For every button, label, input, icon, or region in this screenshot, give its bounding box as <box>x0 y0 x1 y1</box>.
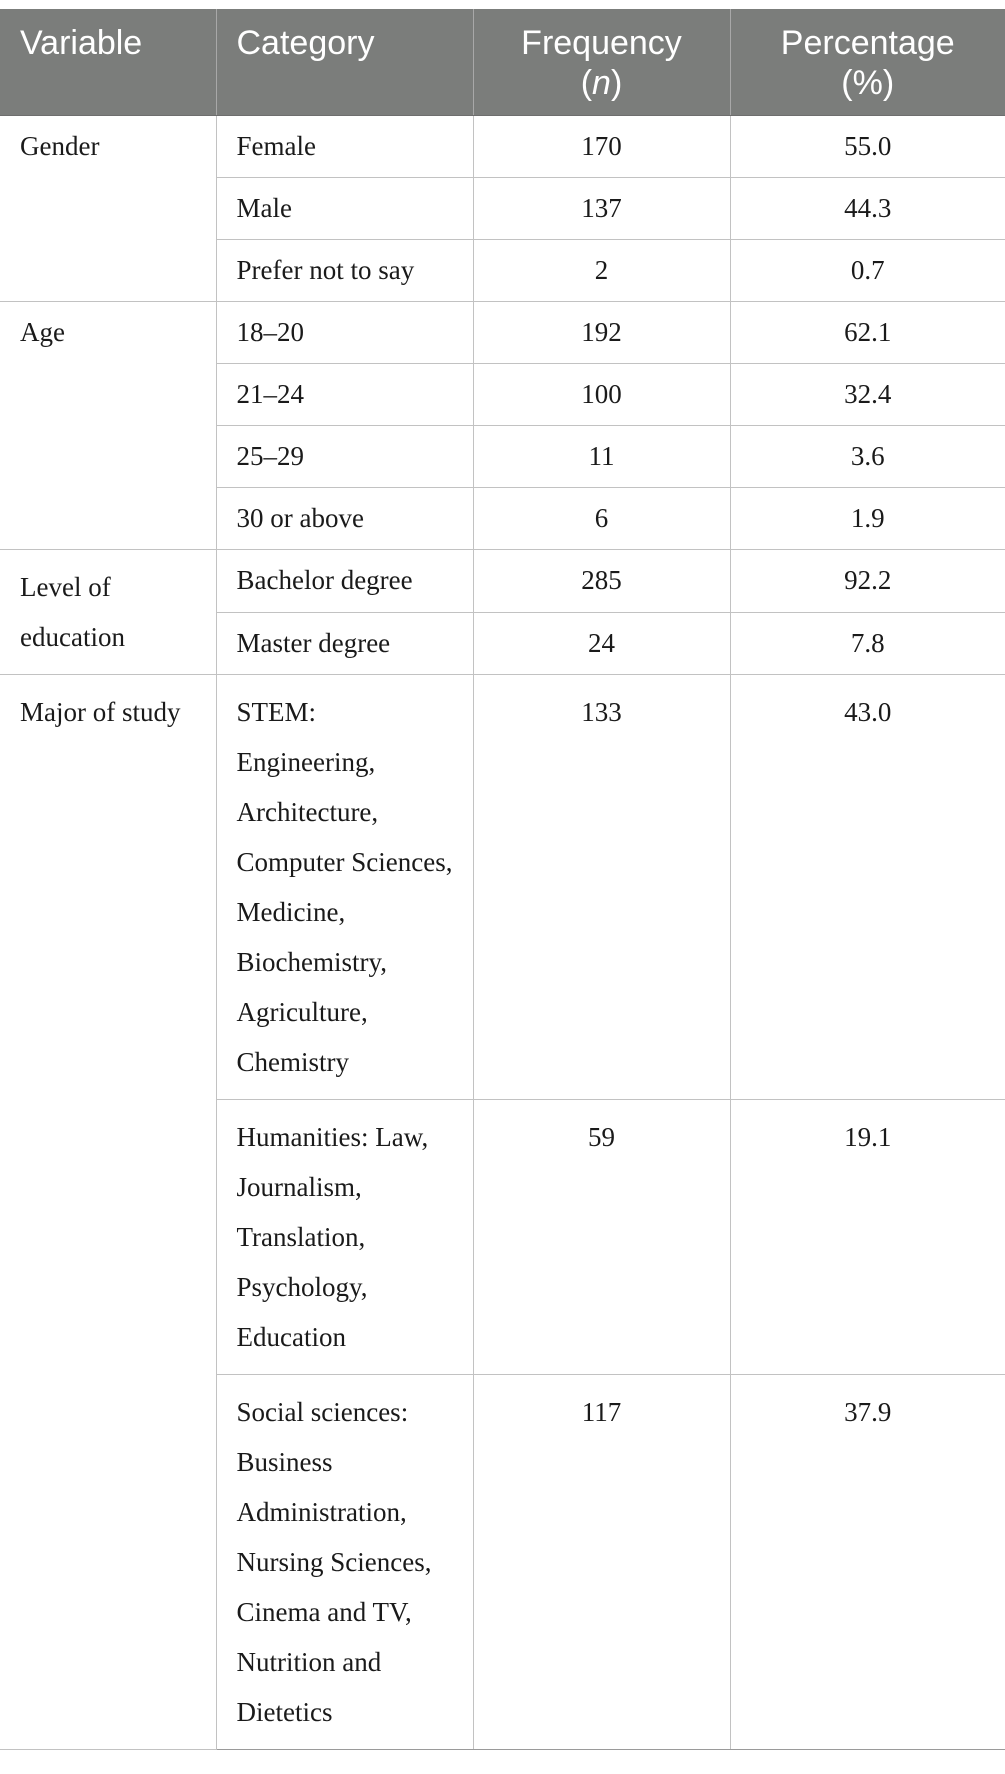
frequency-cell: 170 <box>473 116 730 178</box>
percentage-cell: 44.3 <box>730 178 1005 240</box>
frequency-cell: 192 <box>473 302 730 364</box>
header-frequency-symbol: n <box>592 64 611 102</box>
category-cell: STEM: Engineering, Architecture, Computer Sciences, Medicine, Biochemistry, Agriculture, Chemistry <box>216 675 473 1100</box>
category-cell: 25–29 <box>216 426 473 488</box>
header-category: Category <box>216 9 473 116</box>
frequency-cell: 100 <box>473 364 730 426</box>
percentage-cell: 7.8 <box>730 612 1005 675</box>
percentage-cell: 0.7 <box>730 240 1005 302</box>
header-variable: Variable <box>0 9 216 116</box>
demographics-table <box>0 9 1005 1750</box>
category-cell: 21–24 <box>216 364 473 426</box>
category-cell: Master degree <box>216 612 473 675</box>
frequency-cell: 117 <box>473 1375 730 1750</box>
percentage-cell: 32.4 <box>730 364 1005 426</box>
frequency-cell: 137 <box>473 178 730 240</box>
header-percentage-symbol: (%) <box>841 64 895 102</box>
table-body <box>0 116 1005 1750</box>
category-cell: Bachelor degree <box>216 550 473 613</box>
variable-cell-gender: Gender <box>0 116 216 302</box>
header-frequency: Frequency (n) <box>473 9 730 116</box>
category-cell: Prefer not to say <box>216 240 473 302</box>
category-cell: Social sciences: Business Administration, Nursing Sciences, Cinema and TV, Nutrition and Dietetics <box>216 1375 473 1750</box>
table-row <box>0 675 1005 1100</box>
table-row <box>0 116 1005 178</box>
table-row <box>0 302 1005 364</box>
header-percentage <box>730 9 1005 116</box>
category-cell: Humanities: Law, Journalism, Translation, Psychology, Education <box>216 1100 473 1375</box>
variable-cell-age: Age <box>0 302 216 550</box>
percentage-cell: 19.1 <box>730 1100 1005 1375</box>
header-frequency-label: Frequency <box>521 24 682 62</box>
frequency-cell: 133 <box>473 675 730 1100</box>
percentage-cell: 1.9 <box>730 488 1005 550</box>
percentage-cell: 37.9 <box>730 1375 1005 1750</box>
percentage-cell: 55.0 <box>730 116 1005 178</box>
variable-cell-major: Major of study <box>0 675 216 1750</box>
category-cell: Male <box>216 178 473 240</box>
frequency-cell: 2 <box>473 240 730 302</box>
percentage-cell: 3.6 <box>730 426 1005 488</box>
category-cell: Female <box>216 116 473 178</box>
variable-cell-education: Level of education <box>0 550 216 675</box>
percentage-cell: 43.0 <box>730 675 1005 1100</box>
table-row <box>0 550 1005 613</box>
percentage-cell: 92.2 <box>730 550 1005 613</box>
frequency-cell: 285 <box>473 550 730 613</box>
header-row <box>0 9 1005 116</box>
frequency-cell: 59 <box>473 1100 730 1375</box>
category-cell: 30 or above <box>216 488 473 550</box>
percentage-cell: 62.1 <box>730 302 1005 364</box>
header-percentage-label: Percentage <box>780 24 955 62</box>
frequency-cell: 24 <box>473 612 730 675</box>
category-cell: 18–20 <box>216 302 473 364</box>
frequency-cell: 6 <box>473 488 730 550</box>
table-header <box>0 9 1005 116</box>
frequency-cell: 11 <box>473 426 730 488</box>
